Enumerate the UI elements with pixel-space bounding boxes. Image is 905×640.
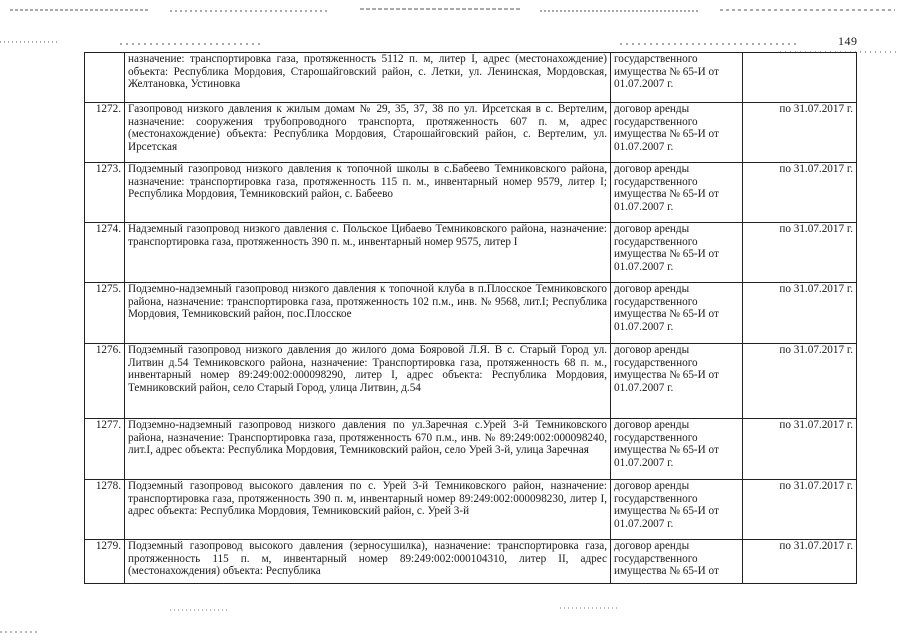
lease-basis: договор аренды государственного имущества № 65-И от 01.07.2007 г.: [611, 103, 743, 163]
row-number: 1276.: [85, 344, 125, 419]
lease-term: по 31.07.2017 г.: [743, 163, 857, 223]
table-row: [85, 480, 857, 540]
object-description: Газопровод низкого давления к жилым домам № 29, 35, 37, 38 по ул. Ирсетская в с. Вертелим, назначение: сооружения трубопроводного транспорта, протяженность 607 п. м, адрес (местонахождение) объекта: Республика Мордовия, Старошайговский район, с. Вертелим, ул. Ирсетская: [125, 103, 611, 163]
table-row: [85, 540, 857, 584]
lease-basis: договор аренды государственного имущества № 65-И от 01.07.2007 г.: [611, 419, 743, 480]
row-number: [85, 53, 125, 103]
lease-basis: договор аренды государственного имущества № 65-И от 01.07.2007 г.: [611, 480, 743, 540]
lease-term: по 31.07.2017 г.: [743, 540, 857, 584]
table-row: [85, 344, 857, 419]
lease-basis: договор аренды государственного имущества № 65-И от 01.07.2007 г.: [611, 163, 743, 223]
page-number: 149: [838, 34, 858, 48]
row-number: 1277.: [85, 419, 125, 480]
object-description: Подземный газопровод высокого давления по с. Урей 3-й Темниковского район, назначение: транспортировка газа, протяженность 390 п. м, инвентарный номер 89:249:002:000098230, литер I, адрес объекта: Республика Мордовия, Темниковский район, с. Урей 3-й: [125, 480, 611, 540]
object-description: Подземный газопровод низкого давления до жилого дома Бояровой Л.Я. В с. Старый Город ул. Литвин д.54 Темниковского района, назначение: Транспортировка газа, протяженность 68 п. м., инвентарный номер 89:249:002:000098290, литер I, адрес объекта: Республика Мордовия, Темниковский район, село Старый Город, улица Литвин, д.54: [125, 344, 611, 419]
table-row: [85, 283, 857, 344]
table-row: [85, 419, 857, 480]
lease-term: по 31.07.2017 г.: [743, 103, 857, 163]
row-number: 1278.: [85, 480, 125, 540]
row-number: 1275.: [85, 283, 125, 344]
lease-term: по 31.07.2017 г.: [743, 223, 857, 283]
scan-footer-artifacts: [0, 596, 905, 640]
table-row: [85, 53, 857, 103]
object-description: Подземный газопровод низкого давления к топочной школы в с.Бабеево Темниковского района, назначение: транспортировка газа, протяженность 115 п. м., инвентарный номер 9579, литер I; Республика Мордовия, Темниковский район, с. Бабеево: [125, 163, 611, 223]
object-description: Подземный газопровод высокого давления (зерносушилка), назначение: транспортировка газа, протяженность 115 п. м, инвентарный номер 89:249:002:000104310, литер II, адрес (местонахождения) объекта: Республика: [125, 540, 611, 584]
lease-basis: государственного имущества № 65-И от 01.07.2007 г.: [611, 53, 743, 103]
row-number: 1279.: [85, 540, 125, 584]
row-number: 1272.: [85, 103, 125, 163]
lease-basis: договор аренды государственного имущества № 65-И от 01.07.2007 г.: [611, 344, 743, 419]
property-registry-table: [84, 52, 857, 584]
object-description: Надземный газопровод низкого давления с. Польское Цибаево Темниковского района, назначение: транспортировка газа, протяженность 390 п. м., инвентарный номер 9575, литер I: [125, 223, 611, 283]
object-description: Подземно-надземный газопровод низкого давления по ул.Заречная с.Урей 3-й Темниковского района, назначение: Транспортировка газа, протяженность 670 п.м., инв. № 89:249:002:000098240, лит.I, адрес объекта: Республика Мордовия, Темниковский район, село Урей 3-й, улица Заречная: [125, 419, 611, 480]
lease-term: по 31.07.2017 г.: [743, 283, 857, 344]
scan-header-artifacts: [0, 0, 905, 60]
table-row: [85, 103, 857, 163]
lease-term: по 31.07.2017 г.: [743, 480, 857, 540]
object-description: назначение: транспортировка газа, протяженность 5112 п. м, литер I, адрес (местонахождение) объекта: Республика Мордовия, Старошайговский район, с. Летки, ул. Ленинская, Мордовская, Желтановка, Устиновка: [125, 53, 611, 103]
lease-term: по 31.07.2017 г.: [743, 419, 857, 480]
lease-basis: договор аренды государственного имущества № 65-И от: [611, 540, 743, 584]
row-number: 1273.: [85, 163, 125, 223]
table-row: [85, 223, 857, 283]
lease-term: [743, 53, 857, 103]
table-row: [85, 163, 857, 223]
lease-basis: договор аренды государственного имущества № 65-И от 01.07.2007 г.: [611, 223, 743, 283]
row-number: 1274.: [85, 223, 125, 283]
object-description: Подземно-надземный газопровод низкого давления к топочной клуба в п.Плосское Темниковского района, назначение: транспортировка газа, протяженность 102 п.м., инв. № 9568, лит.I; Республика Мордовия, Темниковский район, пос.Плосское: [125, 283, 611, 344]
lease-term: по 31.07.2017 г.: [743, 344, 857, 419]
lease-basis: договор аренды государственного имущества № 65-И от 01.07.2007 г.: [611, 283, 743, 344]
